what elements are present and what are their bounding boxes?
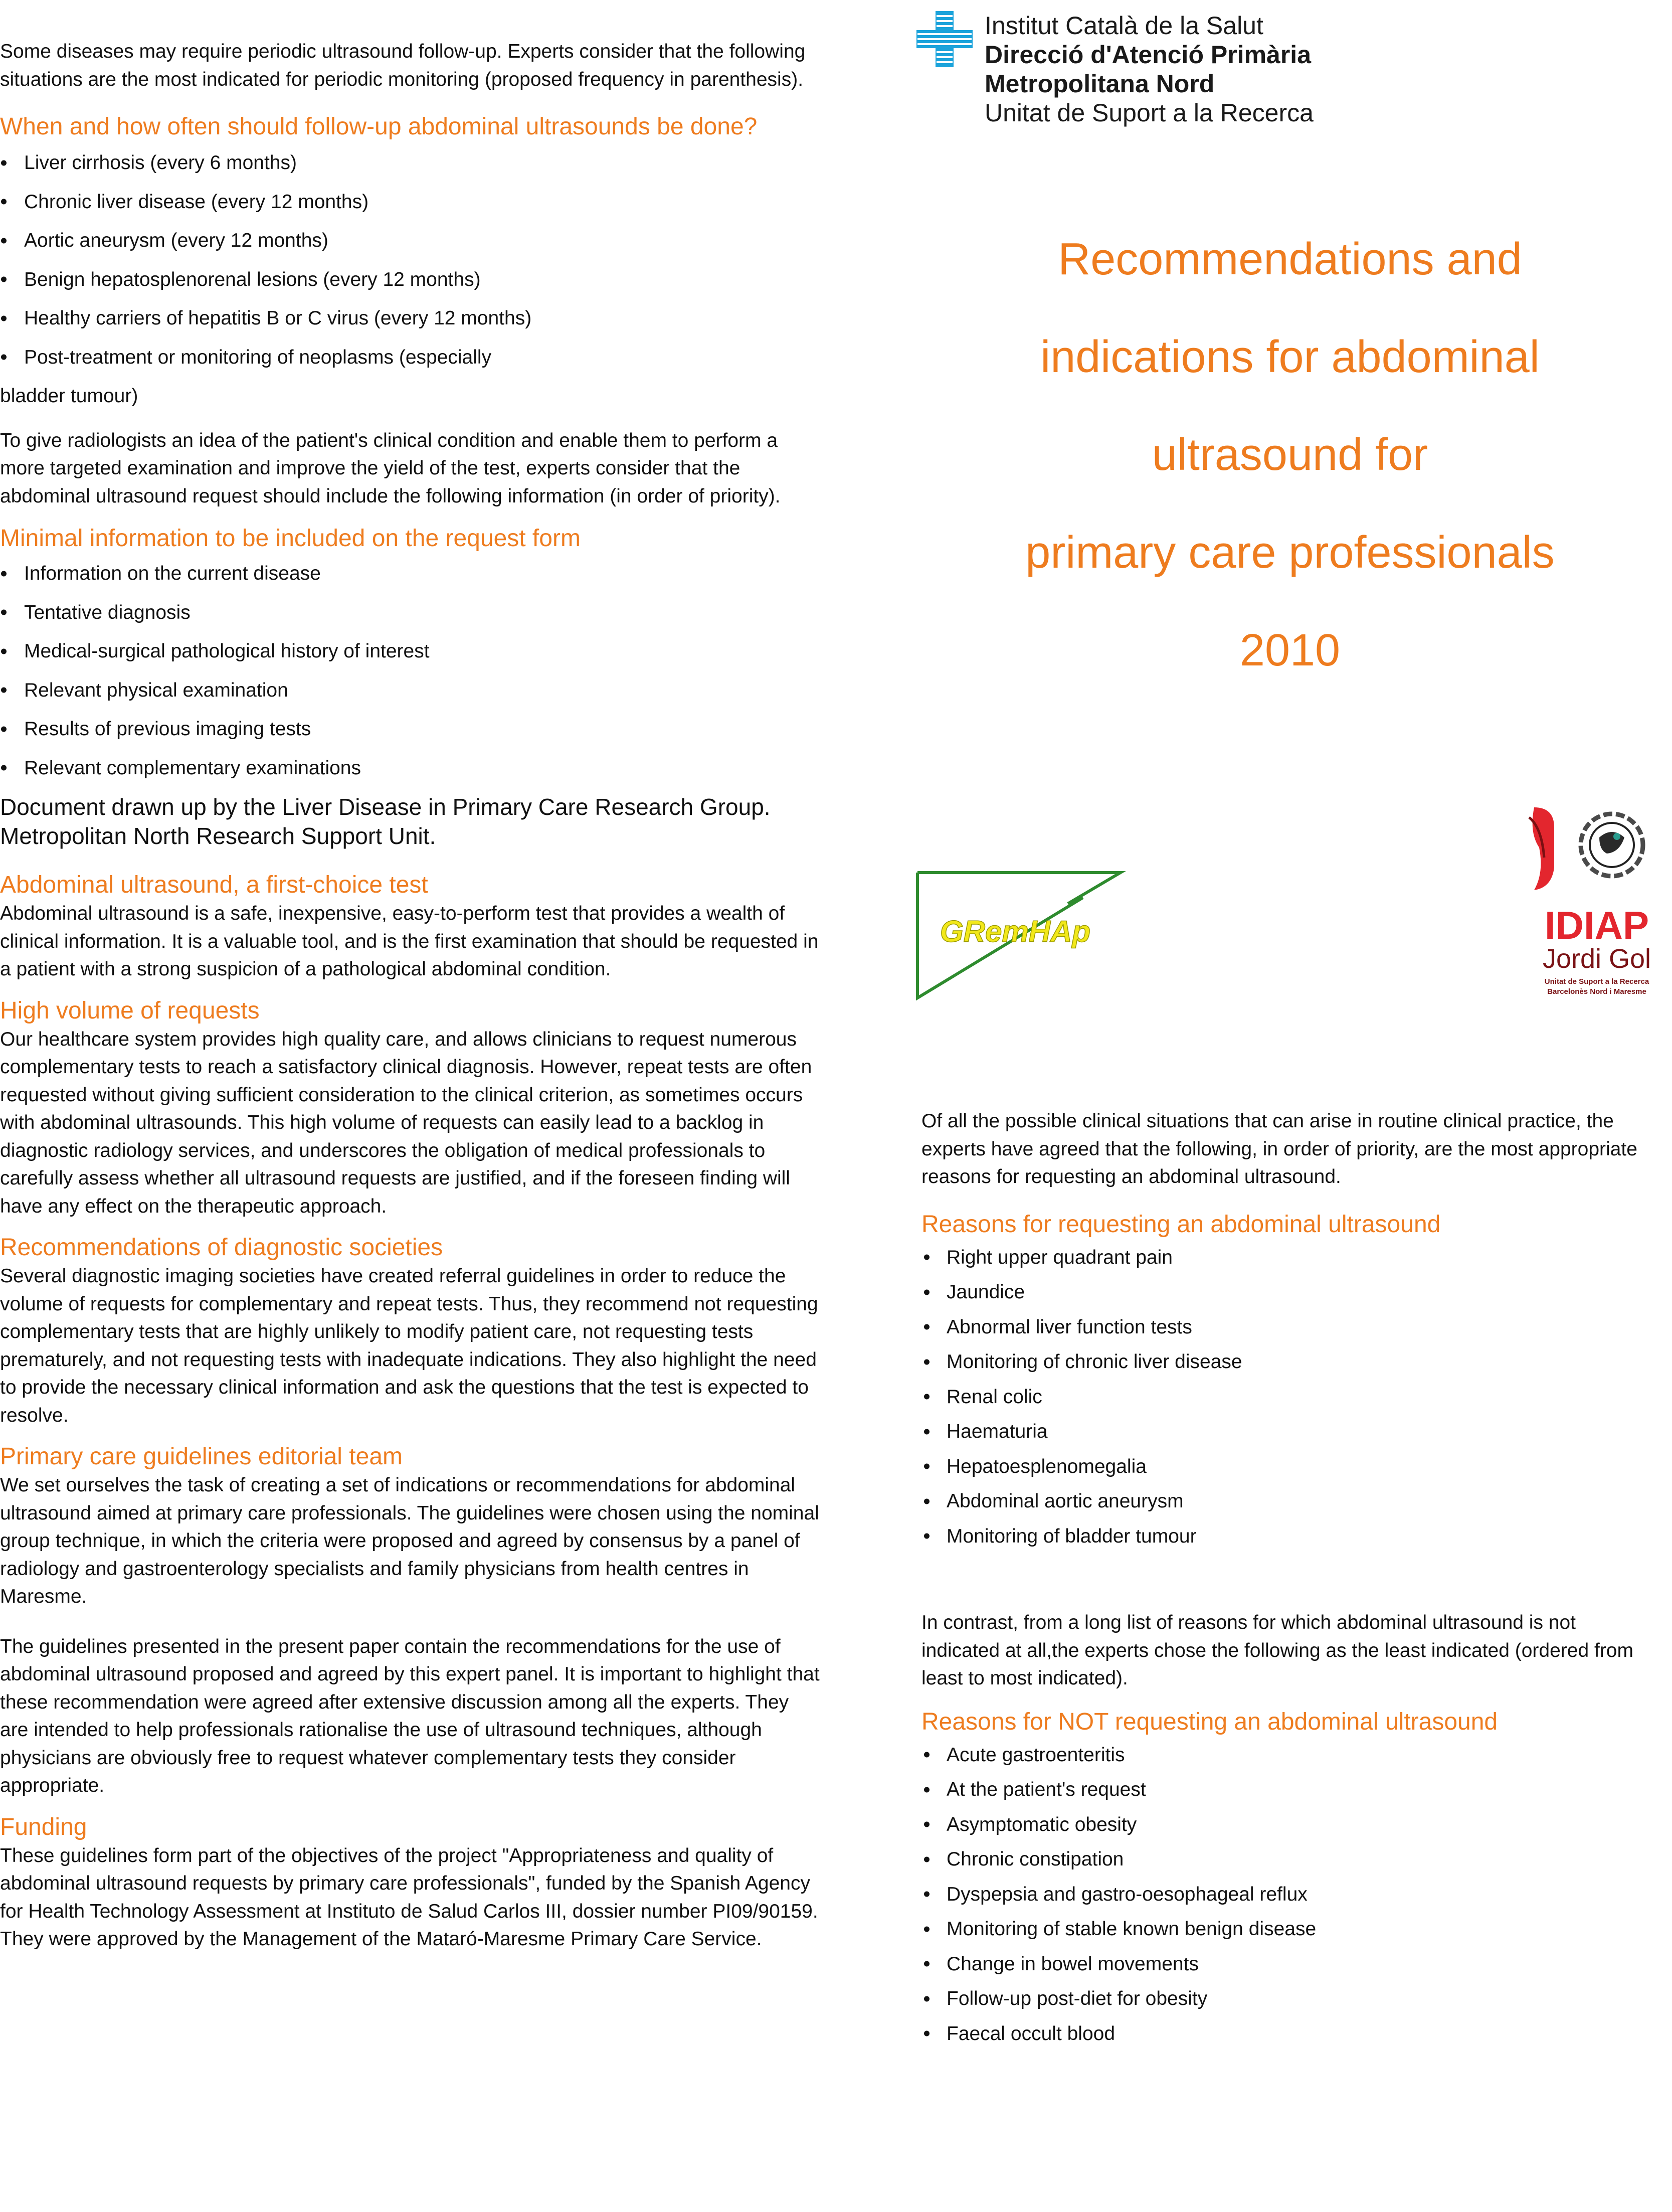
list-item: Liver cirrhosis (every 6 months)	[0, 143, 822, 183]
list-item: At the patient's request	[921, 1772, 1658, 1807]
list-item: Monitoring of bladder tumour	[921, 1519, 1658, 1554]
funding-heading: Funding	[0, 1813, 87, 1840]
gremhap-text: GRemHAp	[940, 915, 1091, 948]
list-item: Jaundice	[921, 1275, 1658, 1310]
list-item: Chronic liver disease (every 12 months)	[0, 183, 822, 222]
guidelines-paragraph: The guidelines presented in the present paper contain the recommendations for the use of abdominal ultrasound proposed and agreed by this expert panel. It is important to highlight that these recommendation were agreed after extensive discussion among all the experts. They are intended to help professionals rationalise the use of ultrasound techniques, although physicians are obviously free to request whatever complementary tests they consider appropriate.	[0, 1635, 820, 1796]
ics-line: Metropolitana Nord	[985, 70, 1215, 98]
list-item: Chronic constipation	[921, 1842, 1658, 1877]
not-reasons-list	[921, 1738, 1658, 2052]
right-column	[921, 1107, 1658, 2051]
ics-line: Direcció d'Atenció Primària	[985, 41, 1312, 69]
list-item: Monitoring of stable known benign disease	[921, 1912, 1658, 1947]
list-item: Results of previous imaging tests	[0, 710, 822, 749]
section-body: Several diagnostic imaging societies have created referral guidelines in order to reduce the volume of requests for complementary and repeat tests. Thus, they recommend not requesting complementary tests that are highly unlikely to modify patient care, not requesting tests prematurely, and not requesting tests with inadequate indications. They also highlight the need to provide the necessary clinical information and ask the questions that the test is expected to resolve.	[0, 1265, 818, 1426]
title-year: 2010	[1239, 625, 1341, 675]
list-item: Hepatoesplenomegalia	[921, 1449, 1658, 1484]
document-note: Document drawn up by the Liver Disease in Primary Care Research Group. Metropolitan North Research Support Unit.	[0, 794, 771, 849]
title-line: indications for abdominal	[1040, 332, 1540, 382]
list-item: Benign hepatosplenorenal lesions (every 12 months)	[0, 260, 822, 299]
followup-list	[0, 143, 822, 377]
list-item: Right upper quadrant pain	[921, 1240, 1658, 1275]
idiap-jordi-gol-logo	[1524, 802, 1669, 1003]
not-reasons-heading: Reasons for NOT requesting an abdominal ultrasound	[921, 1708, 1498, 1735]
followup-intro: Some diseases may require periodic ultrasound follow-up. Experts consider that the following situations are the most indicated for periodic monitoring (proposed frequency in parenthesis).	[0, 41, 806, 90]
document-title	[921, 221, 1658, 710]
list-item: Monitoring of chronic liver disease	[921, 1344, 1658, 1380]
ics-line: Unitat de Suport a la Recerca	[985, 99, 1314, 127]
ics-text	[985, 11, 1314, 127]
list-item: Change in bowel movements	[921, 1947, 1658, 1982]
list-item: Faecal occult blood	[921, 2016, 1658, 2052]
section-body: Abdominal ultrasound is a safe, inexpensive, easy-to-perform test that provides a wealth of clinical information. It is a valuable tool, and is the first examination that should be requested in a patient with a strong suspicion of a pathological abdominal condition.	[0, 903, 819, 980]
list-item: Follow-up post-diet for obesity	[921, 1981, 1658, 2016]
list-item: Relevant complementary examinations	[0, 749, 822, 788]
reasons-list	[921, 1240, 1658, 1554]
minimal-info-heading: Minimal information to be included on the request form	[0, 525, 581, 552]
idiap-emblem	[1529, 807, 1643, 890]
list-item: Tentative diagnosis	[0, 593, 822, 632]
list-item: Information on the current disease	[0, 554, 822, 593]
title-line: Recommendations and	[1058, 234, 1522, 284]
section-body: We set ourselves the task of creating a set of indications or recommendations for abdominal ultrasound aimed at primary care professionals. The guidelines were chosen using the nominal group technique, in which the criteria were proposed and agreed by consensus by a panel of radiology and gastroenterology specialists and family physicians from health centres in Maresme.	[0, 1474, 819, 1607]
left-column	[0, 0, 822, 1953]
list-item: Aortic aneurysm (every 12 months)	[0, 221, 822, 260]
list-item: Relevant physical examination	[0, 671, 822, 710]
title-line: ultrasound for	[1152, 430, 1428, 480]
list-item: Asymptomatic obesity	[921, 1807, 1658, 1842]
idiap-subtitle: Barcelonès Nord i Maresme	[1547, 987, 1646, 996]
funding-body: These guidelines form part of the objectives of the project "Appropriateness and quality of abdominal ultrasound requests by primary care professionals", funded by the Spanish Agency for Health Technology Assessment at Instituto de Salud Carlos III, dossier number PI09/90159. They were approved by the Management of the Mataró-Maresme Primary Care Service.	[0, 1844, 818, 1950]
list-item: Acute gastroenteritis	[921, 1738, 1658, 1773]
idiap-text: IDIAP	[1544, 903, 1649, 947]
list-item: Healthy carriers of hepatitis B or C virus (every 12 months)	[0, 299, 822, 338]
gremhap-logo	[912, 863, 1133, 1003]
jordigol-text: Jordi Gol	[1542, 944, 1651, 974]
section-heading: High volume of requests	[0, 997, 260, 1024]
section-heading: Primary care guidelines editorial team	[0, 1443, 403, 1470]
reasons-heading: Reasons for requesting an abdominal ultrasound	[921, 1211, 1441, 1238]
ics-cross-logo	[916, 11, 973, 67]
section-heading: Abdominal ultrasound, a first-choice test	[0, 872, 428, 898]
idiap-subtitle: Unitat de Suport a la Recerca	[1544, 977, 1649, 986]
ics-line: Institut Català de la Salut	[985, 12, 1263, 40]
contrast-intro: In contrast, from a long list of reasons for which abdominal ultrasound is not indicated at all,the experts chose the following as the least indicated (ordered from least to most indicated).	[921, 1612, 1633, 1689]
section-body: Our healthcare system provides high quality care, and allows clinicians to request numerous complementary tests to reach a satisfactory clinical diagnosis. However, repeat tests are often requested without giving sufficient consideration to the clinical criterion, as sometimes occurs with abdominal ultrasounds. This high volume of requests can easily lead to a backlog in diagnostic radiology services, and underscores the obligation of medical professionals to carefully assess whether all ultrasound requests are justified, and if the foreseen finding will have any effect on the therapeutic approach.	[0, 1028, 812, 1217]
list-item: Post-treatment or monitoring of neoplasms (especially	[0, 338, 822, 377]
section-heading: Recommendations of diagnostic societies	[0, 1234, 443, 1261]
list-item: Dyspepsia and gastro-oesophageal reflux	[921, 1877, 1658, 1912]
reasons-intro: Of all the possible clinical situations that can arise in routine clinical practice, the experts have agreed that the following, in order of priority, are the most appropriate reasons for requesting an abdominal ultrasound.	[921, 1110, 1637, 1187]
list-item: Medical-surgical pathological history of interest	[0, 632, 822, 671]
request-intro: To give radiologists an idea of the patient's clinical condition and enable them to perform a more targeted examination and improve the yield of the test, experts consider that the abdominal ultrasound request should include the following information (in order of priority).	[0, 429, 781, 507]
followup-heading: When and how often should follow-up abdominal ultrasounds be done?	[0, 113, 758, 140]
followup-tail: bladder tumour)	[0, 385, 138, 407]
list-item: Abdominal aortic aneurysm	[921, 1484, 1658, 1519]
minimal-info-list	[0, 554, 822, 787]
list-item: Abnormal liver function tests	[921, 1310, 1658, 1345]
title-line: primary care professionals	[1025, 528, 1555, 578]
list-item: Renal colic	[921, 1380, 1658, 1415]
list-item: Haematuria	[921, 1414, 1658, 1449]
